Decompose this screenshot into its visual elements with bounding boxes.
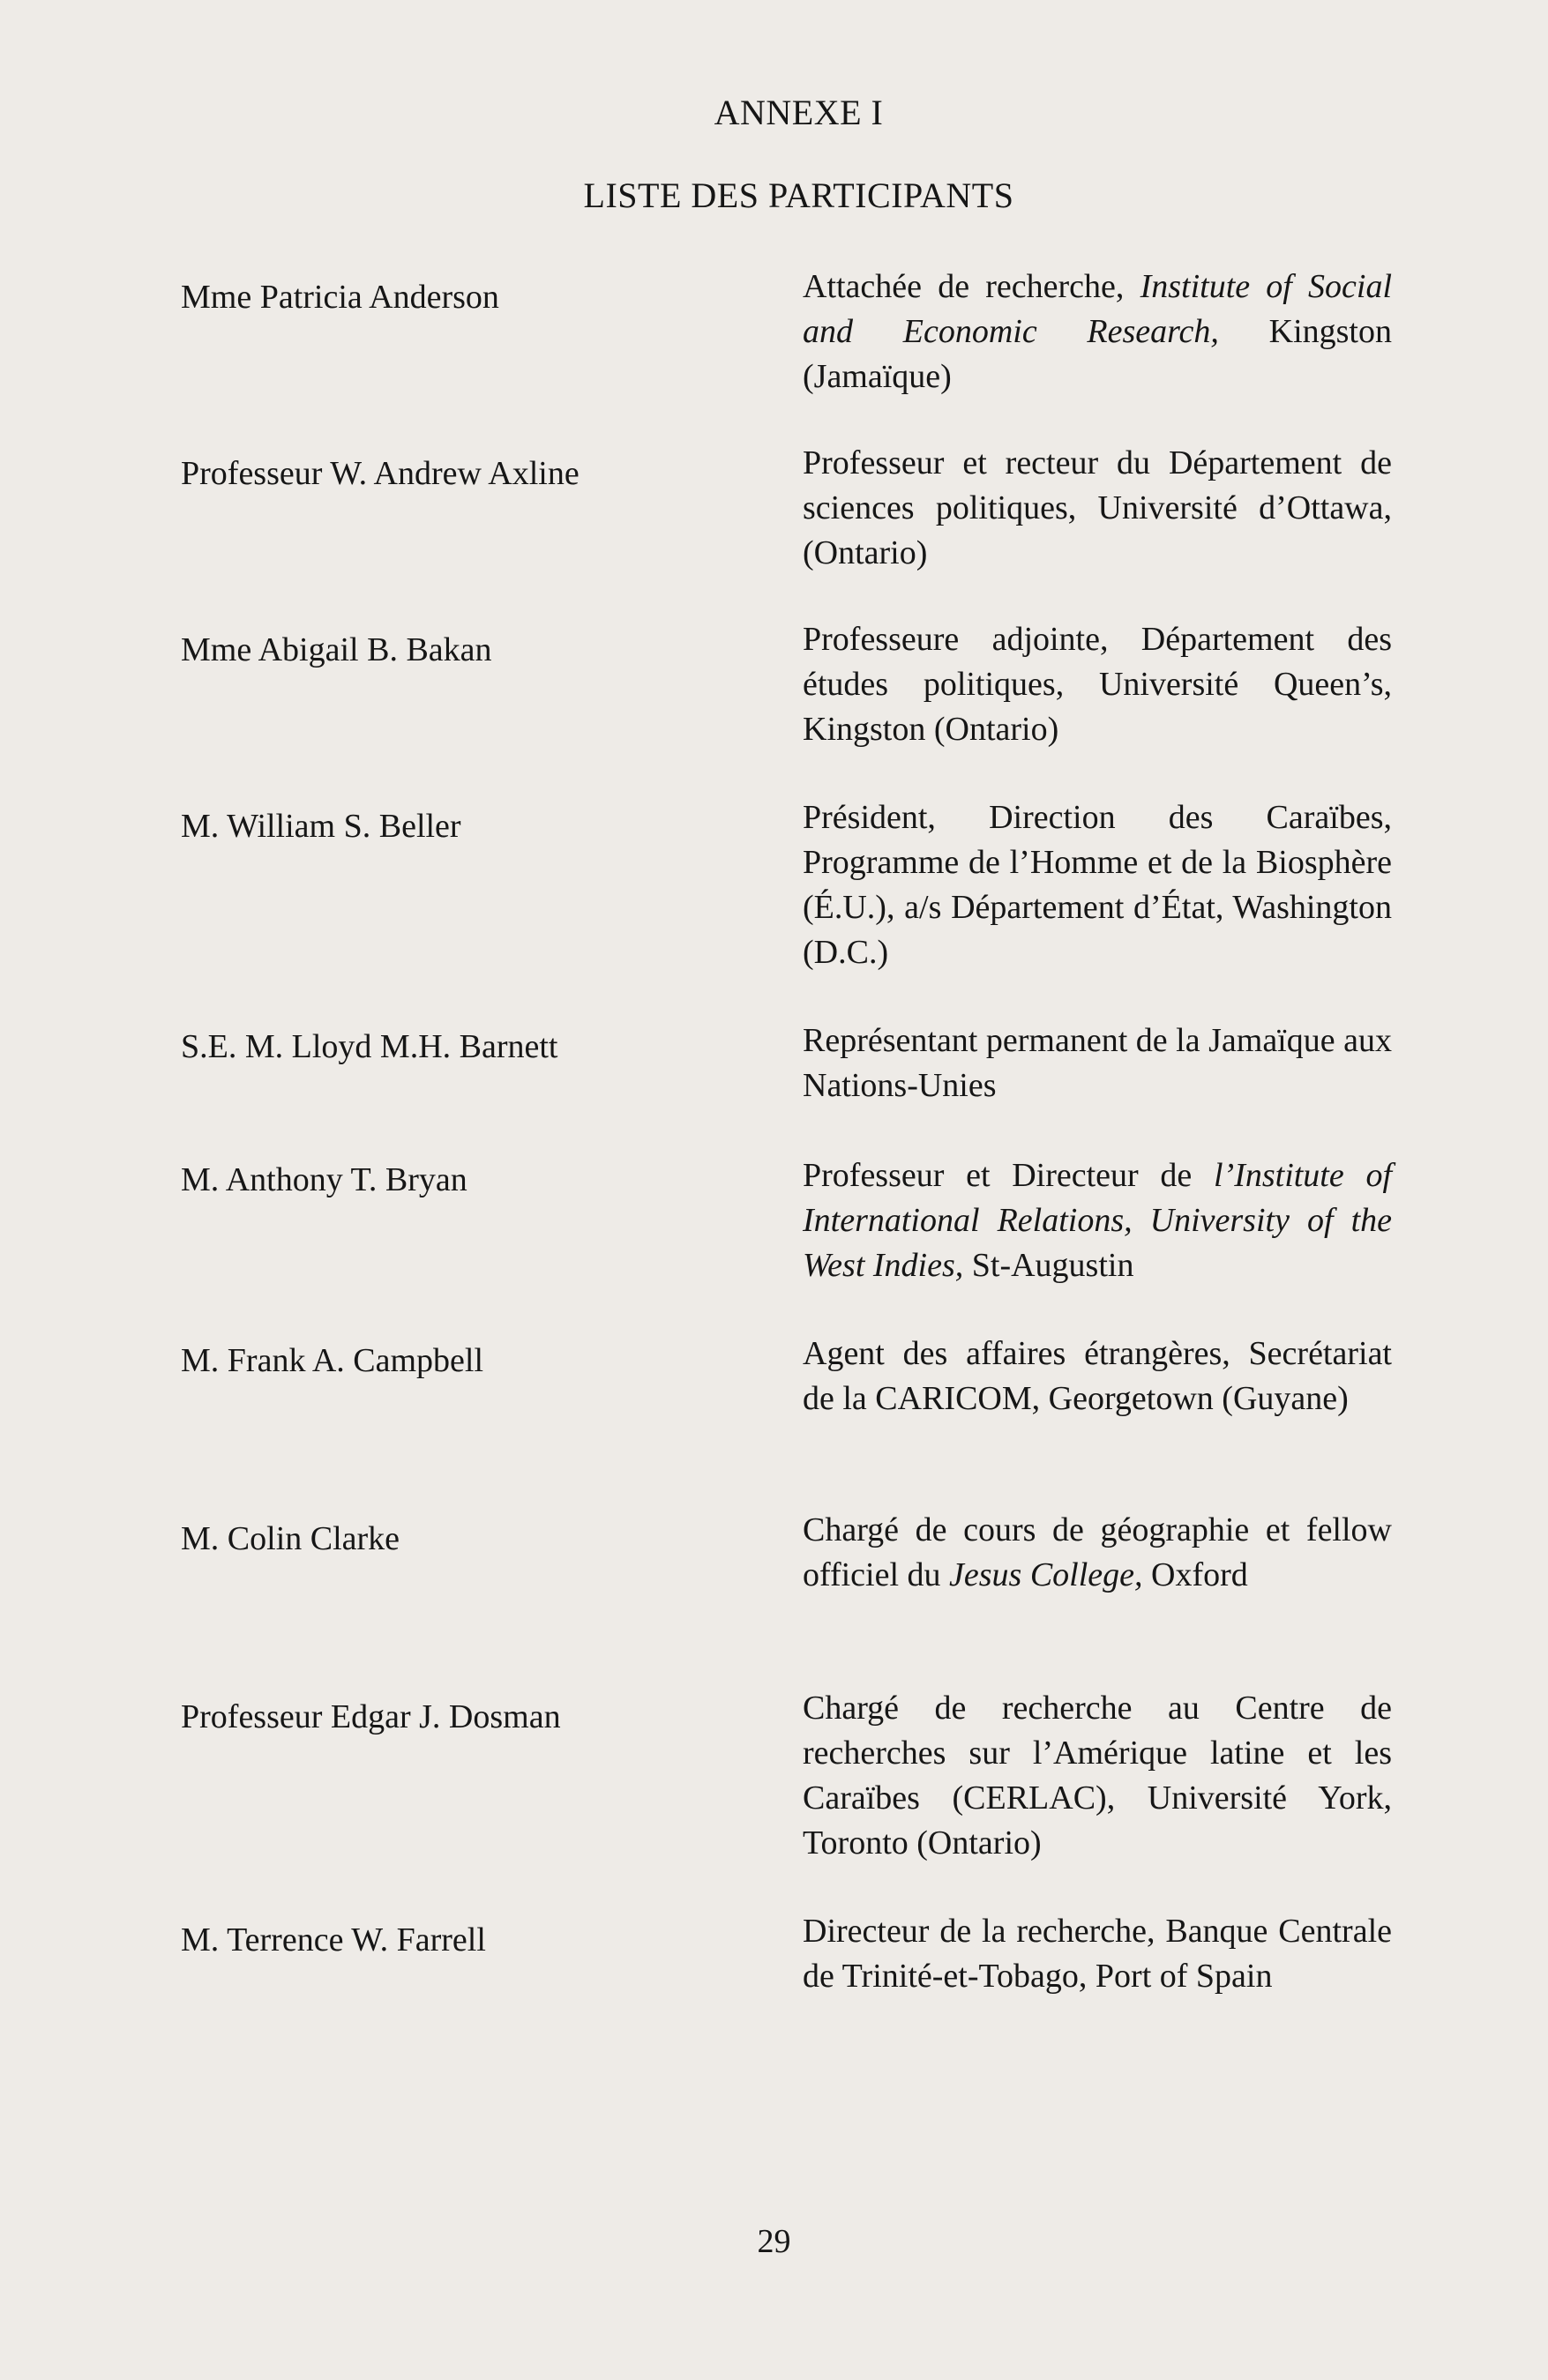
participant-affiliation: Président, Direction des Caraïbes, Programme de l’Homme et de la Biosphère (É.U.), a/s Département d’État, Washington (D.C.) xyxy=(803,799,1392,971)
participant-affiliation: Chargé de cours de géographie et fellow officiel du Jesus College, Oxford xyxy=(803,1511,1392,1593)
participant-name: Professeur Edgar J. Dosman xyxy=(181,1698,561,1735)
participant-affiliation: Agent des affaires étrangères, Secrétariat de la CARICOM, Georgetown (Guyane) xyxy=(803,1335,1392,1417)
participant-name: M. Anthony T. Bryan xyxy=(181,1161,467,1198)
participant-affiliation: Représentant permanent de la Jamaïque aux Nations-Unies xyxy=(803,1022,1392,1104)
participant-name: Mme Patricia Anderson xyxy=(181,279,499,316)
participant-affiliation: Directeur de la recherche, Banque Centrale de Trinité-et-Tobago, Port of Spain xyxy=(803,1913,1392,1995)
participant-affiliation: Professeur et recteur du Département de sciences politiques, Université d’Ottawa, (Ontario) xyxy=(803,444,1392,571)
participant-affiliation: Attachée de recherche, Institute of Social and Economic Research, Kingston (Jamaïque) xyxy=(803,268,1393,395)
annex-heading: ANNEXE I xyxy=(714,93,884,132)
participant-affiliation: Professeur et Directeur de l’Institute of International Relations, University of the West Indies, St-Augustin xyxy=(803,1157,1392,1284)
participant-affiliation: Chargé de recherche au Centre de recherches sur l’Amérique latine et les Caraïbes (CERLAC), Université York, Toronto (Ontario) xyxy=(803,1690,1392,1861)
participant-name: Professeur W. Andrew Axline xyxy=(181,455,580,492)
participant-affiliation: Professeure adjointe, Département des études politiques, Université Queen’s, Kingston (Ontario) xyxy=(803,621,1392,748)
participant-name: M. Frank A. Campbell xyxy=(181,1342,484,1379)
participant-name: S.E. M. Lloyd M.H. Barnett xyxy=(181,1028,558,1065)
participant-name: Mme Abigail B. Bakan xyxy=(181,631,492,668)
participant-name: M. Colin Clarke xyxy=(181,1520,400,1557)
list-title: LISTE DES PARTICIPANTS xyxy=(583,175,1014,215)
participant-name: M. Terrence W. Farrell xyxy=(181,1921,486,1958)
page-number: 29 xyxy=(757,2223,791,2260)
participant-name: M. William S. Beller xyxy=(181,808,461,845)
